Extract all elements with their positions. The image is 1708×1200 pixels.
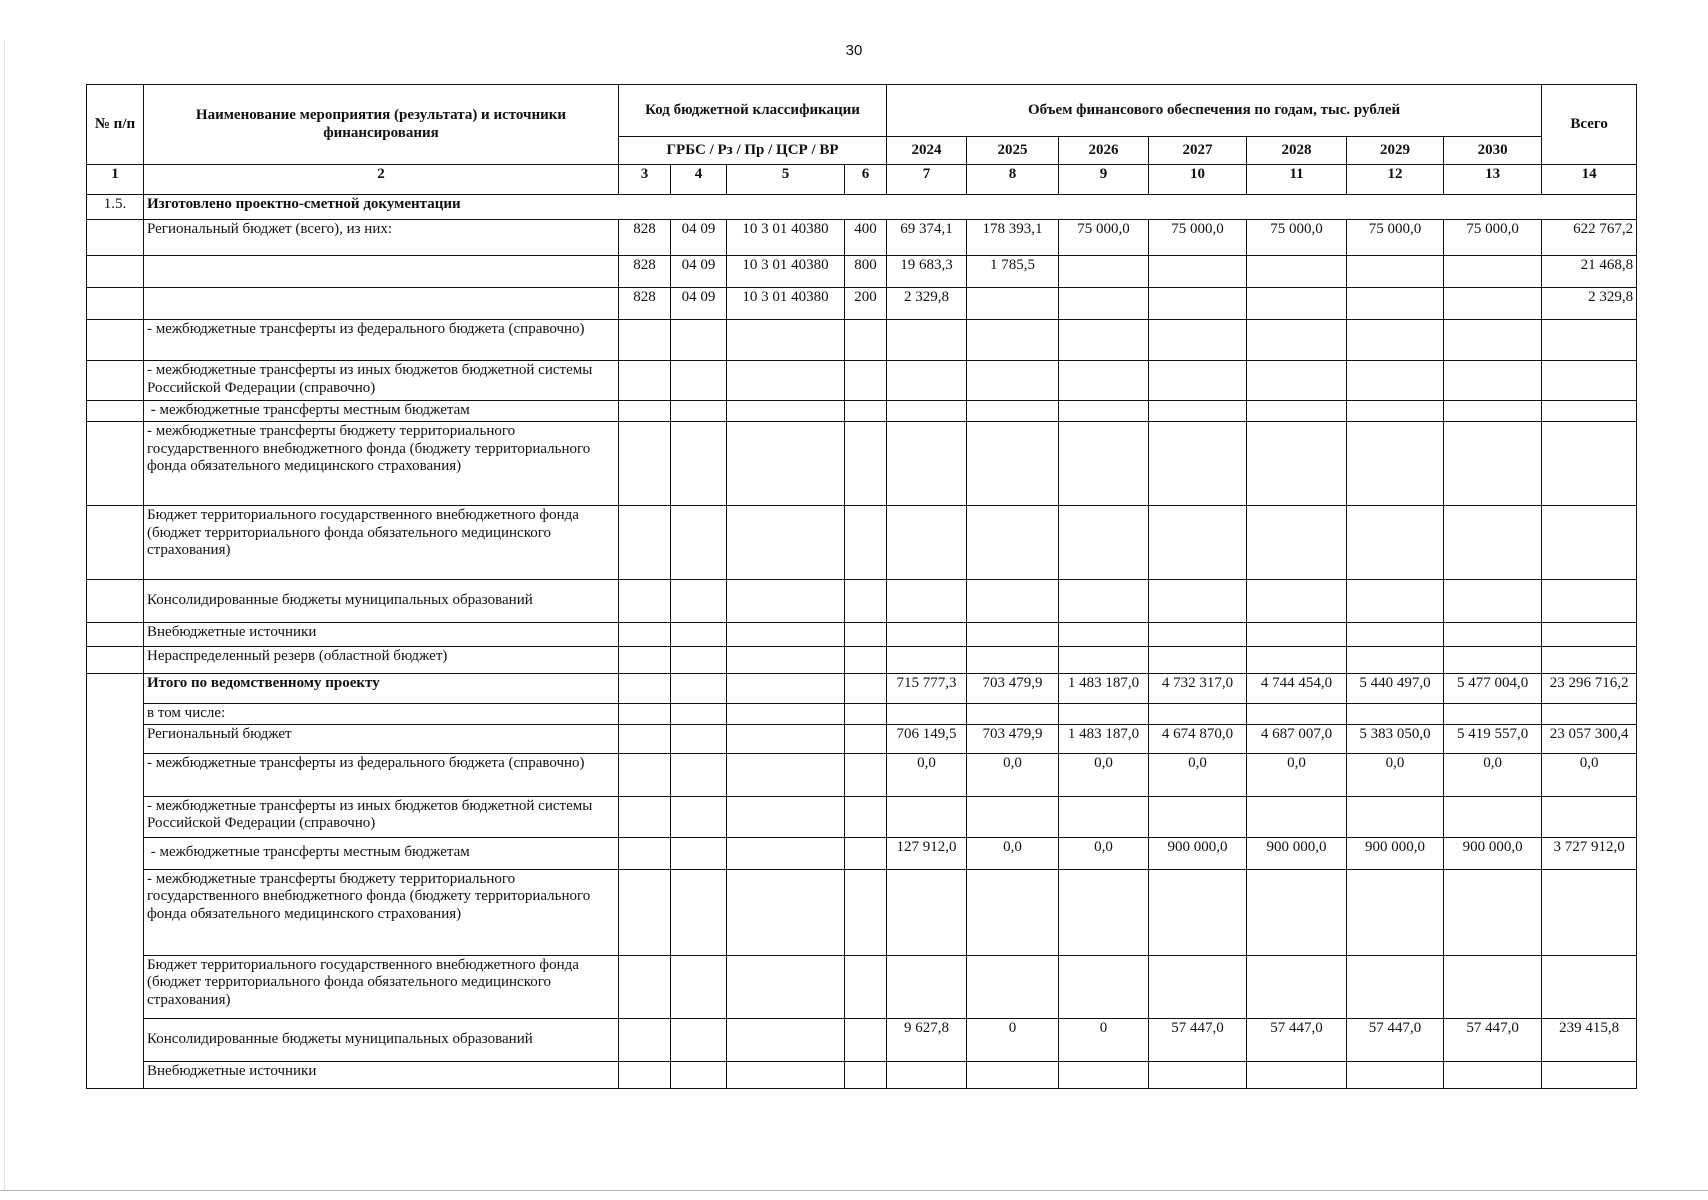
table-row bbox=[87, 580, 1637, 623]
code-csr: 10 3 01 40380 bbox=[727, 220, 845, 256]
table-row bbox=[87, 256, 1637, 288]
value-cell: 75 000,0 bbox=[1347, 220, 1444, 256]
table-row bbox=[87, 506, 1637, 580]
column-number: 1 bbox=[87, 165, 144, 195]
column-number: 7 bbox=[887, 165, 967, 195]
row-name: Нераспределенный резерв (областной бюджет) bbox=[144, 647, 619, 674]
code-csr: 10 3 01 40380 bbox=[727, 288, 845, 320]
value-cell: 4 732 317,0 bbox=[1149, 674, 1247, 704]
value-cell: 75 000,0 bbox=[1444, 220, 1542, 256]
value-cell: 5 440 497,0 bbox=[1347, 674, 1444, 704]
value-cell: 703 479,9 bbox=[967, 724, 1059, 753]
value-cell: 69 374,1 bbox=[887, 220, 967, 256]
row-name: Консолидированные бюджеты муниципальных образований bbox=[144, 1018, 619, 1061]
value-cell: 57 447,0 bbox=[1149, 1018, 1247, 1061]
row-name: Внебюджетные источники bbox=[144, 1061, 619, 1088]
value-cell: 2 329,8 bbox=[887, 288, 967, 320]
table-row bbox=[87, 1061, 1637, 1088]
total-cell: 0,0 bbox=[1542, 753, 1637, 796]
value-cell: 900 000,0 bbox=[1347, 837, 1444, 869]
section-title: Изготовлено проектно-сметной документации bbox=[144, 195, 1637, 220]
row-name: - межбюджетные трансферты местным бюджетам bbox=[144, 401, 619, 422]
table-row bbox=[87, 704, 1637, 725]
value-cell: 0,0 bbox=[967, 837, 1059, 869]
code-grbs: 828 bbox=[619, 256, 671, 288]
total-cell: 622 767,2 bbox=[1542, 220, 1637, 256]
column-number: 14 bbox=[1542, 165, 1637, 195]
code-grbs: 828 bbox=[619, 220, 671, 256]
page-number: 30 bbox=[845, 42, 863, 59]
column-number: 9 bbox=[1059, 165, 1149, 195]
value-cell: 5 419 557,0 bbox=[1444, 724, 1542, 753]
total-cell: 239 415,8 bbox=[1542, 1018, 1637, 1061]
total-cell: 3 727 912,0 bbox=[1542, 837, 1637, 869]
row-name: Внебюджетные источники bbox=[144, 623, 619, 647]
value-cell: 900 000,0 bbox=[1149, 837, 1247, 869]
header-total: Всего bbox=[1542, 85, 1637, 165]
row-name: - межбюджетные трансферты бюджету территориального государственного внебюджетного фонда (бюджету территориального фонда обязательного медицинского страхования) bbox=[144, 869, 619, 955]
value-cell: 0,0 bbox=[1059, 753, 1149, 796]
value-cell: 75 000,0 bbox=[1149, 220, 1247, 256]
column-number: 10 bbox=[1149, 165, 1247, 195]
column-number: 12 bbox=[1347, 165, 1444, 195]
value-cell: 0 bbox=[1059, 1018, 1149, 1061]
scan-edge-line bbox=[4, 40, 5, 1190]
header-year: 2026 bbox=[1059, 137, 1149, 165]
column-number-row bbox=[87, 165, 1637, 195]
value-cell: 703 479,9 bbox=[967, 674, 1059, 704]
table-row bbox=[87, 674, 1637, 704]
value-cell: 900 000,0 bbox=[1444, 837, 1542, 869]
value-cell: 1 483 187,0 bbox=[1059, 724, 1149, 753]
table-row bbox=[87, 320, 1637, 361]
code-vr: 800 bbox=[845, 256, 887, 288]
column-number: 8 bbox=[967, 165, 1059, 195]
section-row bbox=[87, 195, 1637, 220]
header-row bbox=[87, 85, 1637, 137]
header-volume: Объем финансового обеспечения по годам, тыс. рублей bbox=[887, 85, 1542, 137]
value-cell: 0,0 bbox=[1059, 837, 1149, 869]
value-cell: 0 bbox=[967, 1018, 1059, 1061]
column-number: 5 bbox=[727, 165, 845, 195]
row-name: Бюджет территориального государственного внебюджетного фонда (бюджет территориального фонда обязательного медицинского страхования) bbox=[144, 955, 619, 1018]
total-cell: 2 329,8 bbox=[1542, 288, 1637, 320]
header-year: 2030 bbox=[1444, 137, 1542, 165]
value-cell: 5 477 004,0 bbox=[1444, 674, 1542, 704]
value-cell: 127 912,0 bbox=[887, 837, 967, 869]
header-code-sub: ГРБС / Рз / Пр / ЦСР / ВР bbox=[619, 137, 887, 165]
budget-table bbox=[86, 84, 1637, 1089]
value-cell: 0,0 bbox=[1347, 753, 1444, 796]
header-code: Код бюджетной классификации bbox=[619, 85, 887, 137]
value-cell: 4 674 870,0 bbox=[1149, 724, 1247, 753]
column-number: 13 bbox=[1444, 165, 1542, 195]
total-cell: 21 468,8 bbox=[1542, 256, 1637, 288]
column-number: 3 bbox=[619, 165, 671, 195]
value-cell: 9 627,8 bbox=[887, 1018, 967, 1061]
table-row bbox=[87, 361, 1637, 401]
header-year: 2025 bbox=[967, 137, 1059, 165]
section-number: 1.5. bbox=[87, 195, 144, 220]
header-year: 2029 bbox=[1347, 137, 1444, 165]
row-name: Консолидированные бюджеты муниципальных образований bbox=[144, 580, 619, 623]
value-cell: 4 687 007,0 bbox=[1247, 724, 1347, 753]
code-grbs: 828 bbox=[619, 288, 671, 320]
row-name: - межбюджетные трансферты местным бюджетам bbox=[144, 837, 619, 869]
row-name: Региональный бюджет bbox=[144, 724, 619, 753]
value-cell: 19 683,3 bbox=[887, 256, 967, 288]
table-row bbox=[87, 955, 1637, 1018]
code-csr: 10 3 01 40380 bbox=[727, 256, 845, 288]
table-row bbox=[87, 724, 1637, 753]
row-name: Итого по ведомственному проекту bbox=[144, 674, 619, 704]
value-cell: 0,0 bbox=[1149, 753, 1247, 796]
code-vr: 200 bbox=[845, 288, 887, 320]
row-name: в том числе: bbox=[144, 704, 619, 725]
value-cell: 0,0 bbox=[1247, 753, 1347, 796]
table-row bbox=[87, 220, 1637, 256]
table-row bbox=[87, 796, 1637, 837]
header-year: 2028 bbox=[1247, 137, 1347, 165]
header-no: № п/п bbox=[87, 85, 144, 165]
scan-edge-line bbox=[0, 1190, 1708, 1191]
value-cell: 75 000,0 bbox=[1059, 220, 1149, 256]
value-cell: 715 777,3 bbox=[887, 674, 967, 704]
table-row bbox=[87, 837, 1637, 869]
column-number: 11 bbox=[1247, 165, 1347, 195]
total-cell: 23 296 716,2 bbox=[1542, 674, 1637, 704]
value-cell: 57 447,0 bbox=[1247, 1018, 1347, 1061]
value-cell: 706 149,5 bbox=[887, 724, 967, 753]
header-name: Наименование мероприятия (результата) и источники финансирования bbox=[144, 85, 619, 165]
value-cell: 900 000,0 bbox=[1247, 837, 1347, 869]
code-rzpr: 04 09 bbox=[671, 288, 727, 320]
row-name: - межбюджетные трансферты из иных бюджетов бюджетной системы Российской Федерации (справочно) bbox=[144, 796, 619, 837]
column-number: 6 bbox=[845, 165, 887, 195]
table-row bbox=[87, 1018, 1637, 1061]
table-row bbox=[87, 753, 1637, 796]
value-cell: 75 000,0 bbox=[1247, 220, 1347, 256]
row-name: Региональный бюджет (всего), из них: bbox=[144, 220, 619, 256]
value-cell: 57 447,0 bbox=[1347, 1018, 1444, 1061]
header-year: 2024 bbox=[887, 137, 967, 165]
value-cell: 5 383 050,0 bbox=[1347, 724, 1444, 753]
code-rzpr: 04 09 bbox=[671, 220, 727, 256]
value-cell: 0,0 bbox=[887, 753, 967, 796]
total-cell: 23 057 300,4 bbox=[1542, 724, 1637, 753]
value-cell: 57 447,0 bbox=[1444, 1018, 1542, 1061]
column-number: 4 bbox=[671, 165, 727, 195]
value-cell: 0,0 bbox=[967, 753, 1059, 796]
table-row bbox=[87, 647, 1637, 674]
column-number: 2 bbox=[144, 165, 619, 195]
code-vr: 400 bbox=[845, 220, 887, 256]
row-name: - межбюджетные трансферты бюджету территориального государственного внебюджетного фонда (бюджету территориального фонда обязательного медицинского страхования) bbox=[144, 422, 619, 506]
value-cell: 0,0 bbox=[1444, 753, 1542, 796]
value-cell: 1 785,5 bbox=[967, 256, 1059, 288]
value-cell: 1 483 187,0 bbox=[1059, 674, 1149, 704]
table-row bbox=[87, 422, 1637, 506]
row-name: - межбюджетные трансферты из федерального бюджета (справочно) bbox=[144, 753, 619, 796]
row-name: - межбюджетные трансферты из иных бюджетов бюджетной системы Российской Федерации (справочно) bbox=[144, 361, 619, 401]
header-year: 2027 bbox=[1149, 137, 1247, 165]
table-row bbox=[87, 623, 1637, 647]
value-cell: 178 393,1 bbox=[967, 220, 1059, 256]
row-name: Бюджет территориального государственного внебюджетного фонда (бюджет территориального фонда обязательного медицинского страхования) bbox=[144, 506, 619, 580]
table-row bbox=[87, 869, 1637, 955]
row-name: - межбюджетные трансферты из федерального бюджета (справочно) bbox=[144, 320, 619, 361]
value-cell: 4 744 454,0 bbox=[1247, 674, 1347, 704]
table-row bbox=[87, 401, 1637, 422]
table-row bbox=[87, 288, 1637, 320]
code-rzpr: 04 09 bbox=[671, 256, 727, 288]
